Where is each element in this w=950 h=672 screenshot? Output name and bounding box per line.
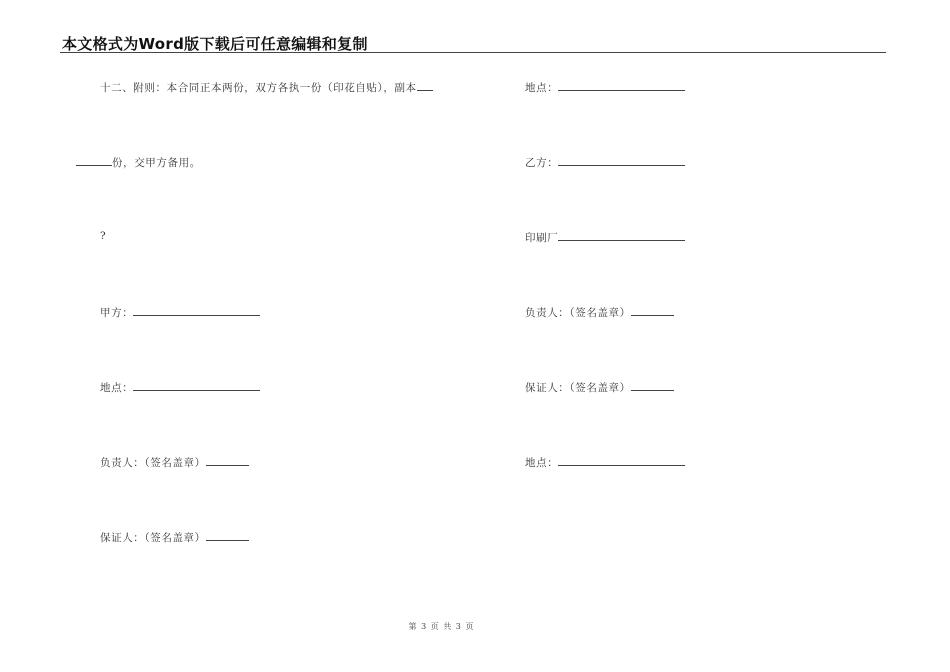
right-address-label-1: 地点： xyxy=(525,82,559,94)
left-responsible-blank xyxy=(206,454,249,466)
left-address-blank xyxy=(133,379,260,391)
right-responsible-blank xyxy=(631,304,674,316)
right-guarantor-field xyxy=(525,379,674,395)
left-responsible-field xyxy=(100,454,249,470)
right-responsible-field xyxy=(525,304,674,320)
right-address-label-2: 地点： xyxy=(525,457,559,469)
left-guarantor-field xyxy=(100,529,249,545)
right-guarantor-blank xyxy=(631,379,674,391)
header-divider xyxy=(60,52,886,53)
clause-continued-text: 份，交甲方备用。 xyxy=(112,157,201,169)
clause-twelve-continued xyxy=(76,154,201,170)
right-address-field-2 xyxy=(525,454,685,470)
left-address-label: 地点： xyxy=(100,382,134,394)
clause-twelve-line xyxy=(100,79,433,95)
right-guarantor-label: 保证人：（签名盖章） xyxy=(525,382,631,394)
question-mark-text: ? xyxy=(100,230,107,242)
copies-count-blank xyxy=(76,154,112,166)
right-responsible-label: 负责人：（签名盖章） xyxy=(525,307,631,319)
right-address-blank-1 xyxy=(558,79,685,91)
left-guarantor-blank xyxy=(206,529,249,541)
party-a-label: 甲方： xyxy=(100,307,134,319)
header-title: 本文格式为Word版下载后可任意编辑和复制 xyxy=(62,35,368,53)
clause-twelve-text: 十二、附则：本合同正本两份，双方各执一份（印花自贴），副本 xyxy=(100,82,417,94)
party-a-field xyxy=(100,304,260,320)
stray-mark xyxy=(100,229,106,243)
printer-field xyxy=(525,229,685,245)
party-b-label: 乙方： xyxy=(525,157,559,169)
printer-label: 印刷厂 xyxy=(525,232,559,244)
left-responsible-label: 负责人：（签名盖章） xyxy=(100,457,206,469)
page-number: 第 3 页 共 3 页 xyxy=(408,622,475,631)
left-address-field xyxy=(100,379,260,395)
copies-blank xyxy=(417,79,433,91)
left-guarantor-label: 保证人：（签名盖章） xyxy=(100,532,206,544)
printer-blank xyxy=(558,229,685,241)
party-a-blank xyxy=(133,304,260,316)
party-b-field xyxy=(525,154,685,170)
right-address-blank-2 xyxy=(558,454,685,466)
party-b-blank xyxy=(558,154,685,166)
right-address-field-1 xyxy=(525,79,685,95)
